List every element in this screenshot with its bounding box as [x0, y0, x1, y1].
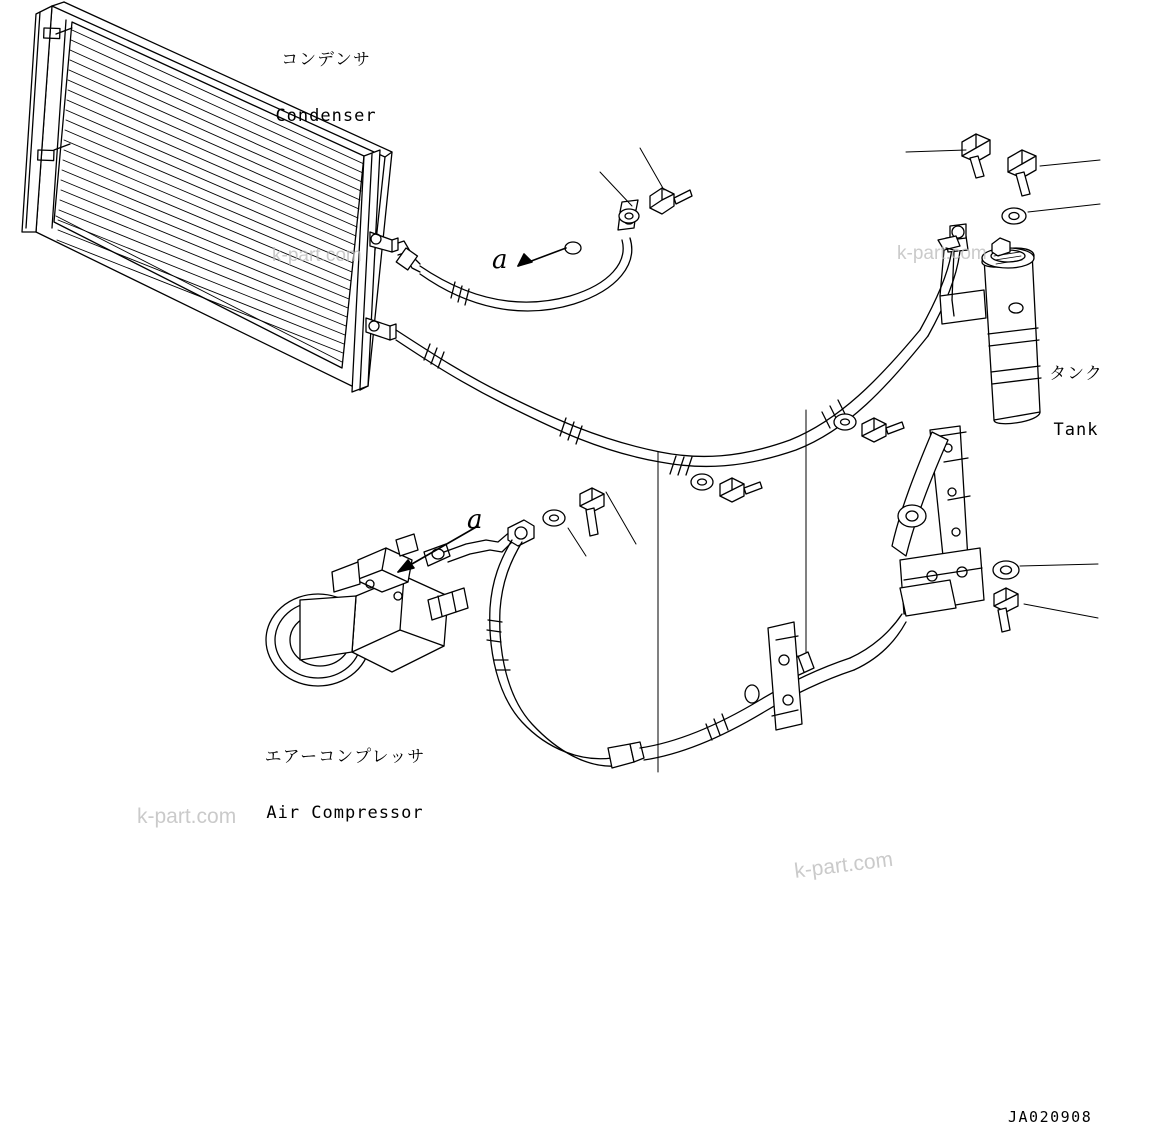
bolt-group-middle-right	[834, 414, 904, 442]
callout-a-upper: a	[492, 245, 508, 275]
label-condenser	[246, 14, 406, 163]
label-condenser-en: Condenser	[275, 106, 377, 127]
drawing-number: JA020908	[1008, 1108, 1093, 1126]
watermark: k-part.com	[137, 805, 237, 828]
bolt-group-tank-top	[906, 134, 1100, 224]
label-condenser-jp: コンデンサ	[281, 49, 371, 70]
label-tank-jp: タンク	[1049, 363, 1103, 384]
label-air-compressor-jp: エアーコンプレッサ	[264, 746, 426, 767]
bolt-washer-upper-left	[600, 148, 692, 223]
label-tank-en: Tank	[1053, 420, 1099, 441]
callout-a-lower: a	[467, 505, 483, 535]
bolt-group-middle-center	[691, 474, 762, 502]
hose-clamp-bracket	[768, 622, 802, 730]
watermark: k-part.com	[272, 245, 362, 266]
air-compressor-part	[266, 534, 468, 686]
bolt-group-bracket-lower-right	[993, 561, 1098, 632]
hose-compressor	[444, 520, 644, 768]
watermark: k-part.com	[897, 243, 987, 264]
main-tube-horizontal	[660, 224, 968, 475]
bolt-group-compressor	[543, 488, 636, 556]
hose-upper-left	[396, 200, 638, 311]
tank-bracket	[892, 426, 984, 616]
label-air-compressor-en: Air Compressor	[266, 803, 424, 824]
label-tank	[1031, 328, 1121, 477]
watermark: k-part.com	[793, 847, 895, 883]
label-air-compressor	[250, 711, 440, 860]
hose-lower-left	[396, 330, 660, 462]
tank-part	[938, 236, 1041, 424]
